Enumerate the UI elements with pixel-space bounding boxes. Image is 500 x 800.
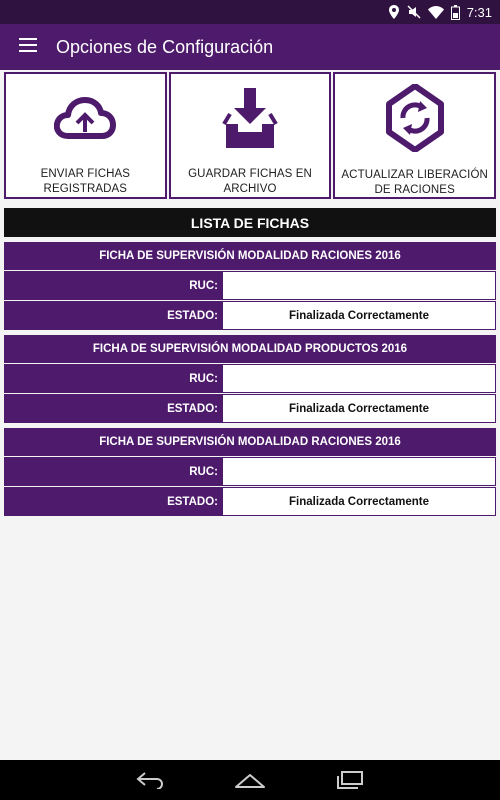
send-records-button[interactable]: [4, 72, 167, 199]
ruc-row: [4, 457, 496, 486]
save-records-label: GUARDAR FICHAS EN ARCHIVO: [188, 168, 312, 195]
back-icon: [135, 771, 165, 789]
ruc-label: RUC:: [4, 364, 222, 393]
list-header: LISTA DE FICHAS: [4, 208, 496, 237]
update-rations-label: ACTUALIZAR LIBERACIÓN DE RACIONES: [341, 169, 488, 196]
estado-label: ESTADO:: [4, 394, 222, 423]
battery-icon: [451, 5, 460, 20]
send-records-label: ENVIAR FICHAS REGISTRADAS: [40, 168, 131, 195]
ruc-label: RUC:: [4, 271, 222, 300]
ficha-card[interactable]: [4, 428, 496, 516]
save-tray-icon: [222, 84, 278, 151]
estado-row: [4, 301, 496, 330]
ruc-value: [222, 271, 496, 300]
action-tiles: [4, 72, 496, 199]
ruc-row: [4, 364, 496, 393]
estado-row: [4, 487, 496, 516]
app-bar: [0, 24, 500, 70]
recents-button[interactable]: [335, 770, 365, 790]
update-rations-button[interactable]: [333, 72, 496, 199]
ficha-title: FICHA DE SUPERVISIÓN MODALIDAD RACIONES 2016: [4, 428, 496, 456]
location-icon: [388, 5, 400, 19]
mute-icon: [407, 5, 421, 19]
estado-value: Finalizada Correctamente: [222, 487, 496, 516]
cloud-upload-icon: [54, 84, 116, 151]
estado-value: Finalizada Correctamente: [222, 394, 496, 423]
page-title: Opciones de Configuración: [56, 36, 274, 57]
home-icon: [234, 771, 266, 789]
ficha-card[interactable]: [4, 242, 496, 330]
ruc-value: [222, 364, 496, 393]
ficha-title: FICHA DE SUPERVISIÓN MODALIDAD PRODUCTOS 2016: [4, 335, 496, 363]
estado-row: [4, 394, 496, 423]
ruc-row: [4, 271, 496, 300]
home-button[interactable]: [234, 771, 266, 789]
ruc-value: [222, 457, 496, 486]
clock: 7:31: [466, 4, 492, 20]
hamburger-icon: [19, 38, 37, 57]
status-bar: [0, 0, 500, 24]
estado-value: Finalizada Correctamente: [222, 301, 496, 330]
sync-icon: [385, 84, 445, 152]
menu-button[interactable]: [0, 24, 56, 70]
save-records-button[interactable]: [169, 72, 332, 199]
wifi-icon: [428, 6, 444, 19]
navigation-bar: [0, 760, 500, 800]
back-button[interactable]: [135, 771, 165, 789]
estado-label: ESTADO:: [4, 487, 222, 516]
ficha-title: FICHA DE SUPERVISIÓN MODALIDAD RACIONES 2016: [4, 242, 496, 270]
recents-icon: [335, 770, 365, 790]
ficha-card[interactable]: [4, 335, 496, 423]
estado-label: ESTADO:: [4, 301, 222, 330]
ruc-label: RUC:: [4, 457, 222, 486]
